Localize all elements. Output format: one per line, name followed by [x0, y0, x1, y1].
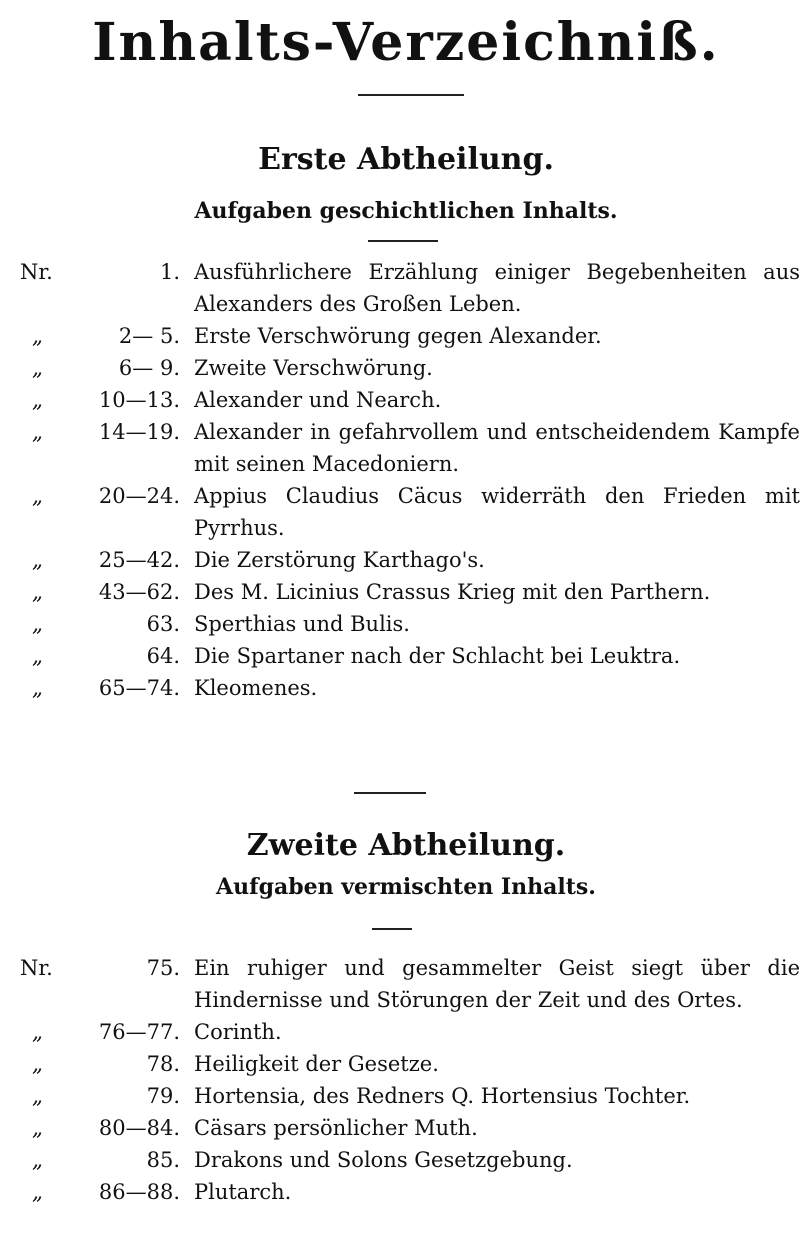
entry-prefix: „: [32, 420, 43, 444]
entry-number: 76—77.: [98, 1020, 180, 1044]
entry-number: 20—24.: [98, 484, 180, 508]
entry-prefix: „: [32, 548, 43, 572]
entry-prefix: „: [32, 1084, 43, 1108]
section-divider: [354, 792, 426, 794]
entry-title: Ausführlichere Erzählung einiger Begebenheiten aus Alexanders des Großen Leben.: [194, 260, 800, 316]
entry-prefix: „: [32, 1180, 43, 1204]
toc-entry: [0, 576, 812, 608]
entry-title: Cäsars persönlicher Muth.: [194, 1116, 478, 1140]
entry-title: Kleomenes.: [194, 676, 318, 700]
entry-prefix: „: [32, 1116, 43, 1140]
toc-entry: [0, 1016, 812, 1048]
toc-entry: [0, 320, 812, 352]
entry-number: 78.: [146, 1052, 180, 1076]
toc-entry: [0, 416, 812, 480]
entry-number: 64.: [146, 644, 180, 668]
page-title: Inhalts-Verzeichniß.: [92, 12, 720, 73]
entry-prefix: „: [32, 612, 43, 636]
entry-title: Heiligkeit der Gesetze.: [194, 1052, 439, 1076]
entry-prefix: „: [32, 676, 43, 700]
entry-number: 2— 5.: [118, 324, 180, 348]
toc-entry: [0, 608, 812, 640]
entry-title: Die Spartaner nach der Schlacht bei Leuktra.: [194, 644, 681, 668]
entry-title: Des M. Licinius Crassus Krieg mit den Parthern.: [194, 580, 711, 604]
toc-entry: [0, 480, 812, 544]
toc-entry: [0, 384, 812, 416]
entry-title: Die Zerstörung Karthago's.: [194, 548, 485, 572]
entry-title: Plutarch.: [194, 1180, 292, 1204]
section-1-entries: [0, 256, 812, 704]
entry-number: 75.: [146, 956, 180, 980]
section-2-divider: [372, 928, 412, 930]
toc-entry: [0, 1176, 812, 1208]
entry-prefix: Nr.: [20, 956, 53, 980]
entry-title: Ein ruhiger und gesammelter Geist siegt über die Hindernisse und Störungen der Zeit und des Ortes.: [194, 956, 800, 1012]
entry-prefix: „: [32, 1052, 43, 1076]
entry-title: Erste Verschwörung gegen Alexander.: [194, 324, 602, 348]
entry-prefix: „: [32, 324, 43, 348]
toc-entry: [0, 352, 812, 384]
section-2-heading: Zweite Abtheilung.: [246, 828, 566, 863]
toc-entry: [0, 544, 812, 576]
entry-prefix: „: [32, 356, 43, 380]
entry-number: 86—88.: [98, 1180, 180, 1204]
section-2-entries: [0, 952, 812, 1208]
entry-prefix: „: [32, 580, 43, 604]
entry-title: Zweite Verschwörung.: [194, 356, 433, 380]
toc-entry: [0, 1080, 812, 1112]
entry-number: 1.: [159, 260, 180, 284]
entry-number: 85.: [146, 1148, 180, 1172]
entry-title: Drakons und Solons Gesetzgebung.: [194, 1148, 573, 1172]
entry-title: Appius Claudius Cäcus widerräth den Frieden mit Pyrrhus.: [194, 484, 800, 540]
entry-number: 10—13.: [98, 388, 180, 412]
entry-number: 43—62.: [98, 580, 180, 604]
entry-prefix: Nr.: [20, 260, 53, 284]
entry-prefix: „: [32, 644, 43, 668]
section-1-subheading: Aufgaben geschichtlichen Inhalts.: [194, 198, 618, 224]
toc-entry: [0, 1144, 812, 1176]
entry-number: 63.: [146, 612, 180, 636]
entry-number: 25—42.: [98, 548, 180, 572]
section-2-subheading: Aufgaben vermischten Inhalts.: [216, 874, 596, 900]
entry-number: 14—19.: [98, 420, 180, 444]
entry-prefix: „: [32, 388, 43, 412]
section-1-divider: [368, 240, 438, 242]
toc-entry: [0, 952, 812, 1016]
entry-prefix: „: [32, 1148, 43, 1172]
entry-title: Sperthias und Bulis.: [194, 612, 410, 636]
entry-title: Alexander und Nearch.: [194, 388, 442, 412]
section-1-heading: Erste Abtheilung.: [258, 142, 554, 177]
toc-entry: [0, 672, 812, 704]
toc-entry: [0, 640, 812, 672]
entry-number: 65—74.: [98, 676, 180, 700]
entry-prefix: „: [32, 484, 43, 508]
entry-number: 80—84.: [98, 1116, 180, 1140]
toc-entry: [0, 1048, 812, 1080]
entry-number: 79.: [146, 1084, 180, 1108]
entry-prefix: „: [32, 1020, 43, 1044]
title-divider: [358, 94, 464, 96]
entry-title: Corinth.: [194, 1020, 282, 1044]
entry-title: Hortensia, des Redners Q. Hortensius Tochter.: [194, 1084, 691, 1108]
entry-title: Alexander in gefahrvollem und entscheidendem Kampfe mit seinen Macedoniern.: [194, 420, 800, 476]
toc-entry: [0, 256, 812, 320]
toc-entry: [0, 1112, 812, 1144]
entry-number: 6— 9.: [118, 356, 180, 380]
